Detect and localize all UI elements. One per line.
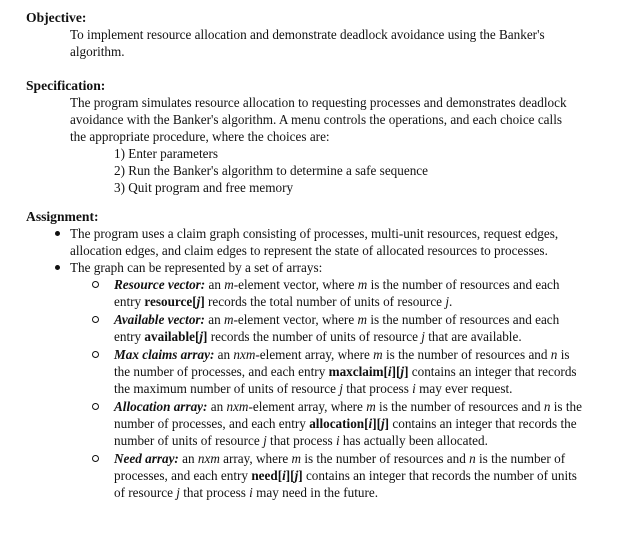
var-n: n bbox=[469, 451, 476, 466]
text: that process bbox=[266, 433, 336, 448]
text: that are available. bbox=[424, 329, 522, 344]
text: is the number of processes, and each entry bbox=[114, 347, 570, 379]
text: may need in the future. bbox=[252, 485, 379, 500]
code-index: j bbox=[381, 416, 385, 431]
available-vector-term: Available vector: bbox=[114, 312, 205, 327]
text: -element array, where bbox=[255, 347, 374, 362]
code-mid: ][ bbox=[285, 468, 295, 483]
bullet-circle bbox=[92, 316, 99, 323]
code-close: ] bbox=[384, 416, 390, 431]
text: an bbox=[207, 399, 227, 414]
menu-choice-3: 3) Quit program and free memory bbox=[114, 180, 294, 195]
text: an bbox=[204, 312, 224, 327]
bullet-circle bbox=[92, 403, 99, 410]
text: is the number of resources and each entry bbox=[114, 277, 560, 309]
text: is the number of resources and bbox=[301, 451, 470, 466]
code-index: i bbox=[368, 416, 373, 431]
text: an bbox=[214, 347, 234, 362]
bullet-dot bbox=[55, 265, 60, 270]
need-item bbox=[70, 450, 586, 501]
arrays-list bbox=[70, 276, 586, 501]
text: that process bbox=[342, 381, 413, 396]
var-j: j bbox=[176, 485, 180, 500]
need-term: Need array: bbox=[114, 451, 179, 466]
code-need: need[ bbox=[251, 468, 283, 483]
text: is the number of resources and each entry bbox=[114, 312, 560, 344]
text: -element array, where bbox=[248, 399, 367, 414]
text: contains an integer that records the maximum number of units of resource bbox=[114, 364, 577, 396]
text: may ever request. bbox=[415, 381, 513, 396]
bullet2-text: The graph can be represented by a set of arrays: bbox=[70, 260, 323, 275]
var-i: i bbox=[335, 433, 340, 448]
text: . bbox=[449, 294, 453, 309]
var-i: i bbox=[249, 485, 253, 500]
bullet-circle bbox=[92, 455, 99, 462]
code-mid: ][ bbox=[372, 416, 381, 431]
assignment-heading: Assignment: bbox=[26, 209, 99, 224]
var-n: n bbox=[550, 347, 558, 362]
bullet1-text: The program uses a claim graph consisting of processes, multi-unit resources, request edges, allocation edges, and claim edges to represent the state of allocated resources to processes. bbox=[70, 226, 559, 258]
code-index: j bbox=[400, 364, 405, 379]
text: records the number of units of resource bbox=[207, 329, 422, 344]
code-index: i bbox=[282, 468, 286, 483]
var-nxm: nxm bbox=[226, 399, 249, 414]
code-allocation: allocation[ bbox=[309, 416, 369, 431]
text: is the number of processes, and each entry bbox=[114, 399, 582, 431]
text: is the number of resources and bbox=[382, 347, 551, 362]
code-close: ] bbox=[200, 294, 205, 309]
text: that process bbox=[179, 485, 250, 500]
max-claims-item bbox=[70, 346, 586, 397]
var-nxm: nxm bbox=[233, 347, 256, 362]
menu-choice-1: 1) Enter parameters bbox=[114, 146, 218, 161]
var-m: m bbox=[366, 399, 376, 414]
var-m: m bbox=[224, 277, 234, 292]
var-m: m bbox=[373, 347, 383, 362]
bullet-dot bbox=[55, 231, 60, 236]
list-item bbox=[26, 259, 626, 501]
var-j: j bbox=[263, 433, 267, 448]
max-claims-term: Max claims array: bbox=[114, 347, 215, 362]
text: records the total number of units of resource bbox=[204, 294, 446, 309]
specification-section bbox=[26, 77, 626, 196]
menu-choice-2: 2) Run the Banker's algorithm to determine a safe sequence bbox=[114, 163, 429, 178]
specification-text: The program simulates resource allocation to requesting processes and demonstrates deadlock avoidance with the Banker's algorithm. A menu controls the operations, and each choice calls the appropriate procedure, where the choices are: bbox=[70, 95, 567, 144]
assignment-section bbox=[26, 208, 626, 501]
var-nxm: nxm bbox=[197, 451, 220, 466]
code-available: available[ bbox=[144, 329, 200, 344]
text: is the number of processes, and each entry bbox=[114, 451, 566, 483]
available-vector-item bbox=[70, 311, 586, 345]
objective-section bbox=[26, 9, 626, 60]
bullet-circle bbox=[92, 281, 99, 288]
var-m: m bbox=[223, 312, 234, 327]
bullet-circle bbox=[92, 351, 99, 358]
resource-vector-item bbox=[70, 276, 586, 310]
text: an bbox=[178, 451, 198, 466]
specification-heading: Specification: bbox=[26, 78, 106, 93]
objective-heading: Objective: bbox=[26, 10, 87, 25]
list-item bbox=[26, 225, 560, 259]
code-close: ] bbox=[404, 364, 409, 379]
resource-vector-term: Resource vector: bbox=[114, 277, 206, 292]
var-m: m bbox=[291, 451, 302, 466]
text: contains an integer that records the number of units of resource bbox=[114, 468, 577, 500]
text: contains an integer that records the number of units of resource bbox=[114, 416, 577, 448]
objective-text: To implement resource allocation and demonstrate deadlock avoidance using the Banker's algorithm. bbox=[70, 27, 545, 59]
allocation-term: Allocation array: bbox=[114, 399, 208, 414]
var-j: j bbox=[445, 294, 450, 309]
var-j: j bbox=[421, 329, 425, 344]
text: -element vector, where bbox=[233, 277, 358, 292]
code-close: ] bbox=[203, 329, 208, 344]
text: has actually been allocated. bbox=[339, 433, 488, 448]
var-j: j bbox=[339, 381, 343, 396]
var-m: m bbox=[357, 277, 368, 292]
allocation-item bbox=[70, 398, 586, 449]
code-index: j bbox=[294, 468, 299, 483]
assignment-list bbox=[26, 225, 626, 501]
var-n: n bbox=[543, 399, 551, 414]
var-m: m bbox=[357, 312, 368, 327]
code-close: ] bbox=[298, 468, 303, 483]
text: is the number of resources and bbox=[375, 399, 544, 414]
code-mid: ][ bbox=[391, 364, 401, 379]
code-index: j bbox=[196, 294, 201, 309]
code-maxclaim: maxclaim[ bbox=[328, 364, 388, 379]
code-resource: resource[ bbox=[144, 294, 197, 309]
text: an bbox=[205, 277, 225, 292]
code-index: i bbox=[387, 364, 392, 379]
var-i: i bbox=[412, 381, 416, 396]
text: array, where bbox=[219, 451, 292, 466]
text: -element vector, where bbox=[233, 312, 358, 327]
code-index: j bbox=[199, 329, 204, 344]
